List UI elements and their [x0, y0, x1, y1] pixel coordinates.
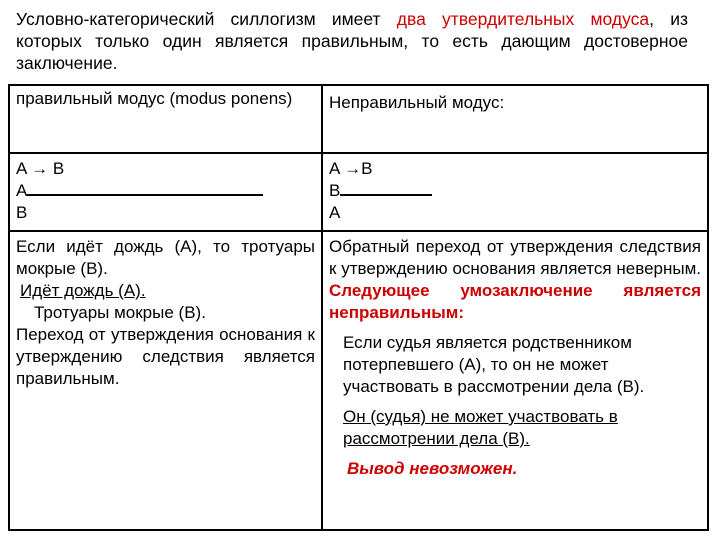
formula-incorrect-line2	[329, 180, 701, 202]
example-incorrect-comment-highlight: Следующее умозаключение является неправильным:	[329, 281, 701, 322]
intro-highlight: два утвердительных модуса	[396, 9, 650, 29]
intro-paragraph	[16, 8, 688, 74]
intro-text-end: , из которых только один является правильным, то есть дающим достоверное заключение.	[16, 9, 688, 73]
example-correct-minor: Идёт дождь (А).	[20, 281, 146, 300]
example-incorrect-minor-line	[329, 406, 701, 450]
table-row-example	[9, 231, 708, 530]
example-correct-minor-line	[16, 280, 315, 302]
formula-incorrect-minor: B	[329, 181, 341, 200]
example-incorrect-comment-text: Обратный переход от утверждения следствия к утверждению основания является неверным.	[329, 237, 701, 278]
syllogism-table	[8, 84, 709, 531]
table-row-header	[9, 85, 708, 153]
formula-correct-line1: A → B	[16, 159, 65, 178]
example-correct	[9, 231, 322, 530]
example-incorrect-conclusion: Вывод невозможен.	[347, 459, 518, 478]
formula-incorrect-line3: A	[329, 203, 341, 222]
header-incorrect-label: Неправильный модус:	[329, 93, 505, 112]
example-incorrect-premise: Если судья является родственником потерпевшего (А), то он не может участвовать в рассмотрении дела (В).	[343, 333, 645, 396]
example-incorrect-comment	[329, 236, 701, 324]
formula-incorrect	[322, 153, 708, 231]
formula-correct-line3: B	[16, 203, 28, 222]
example-correct-premise: Если идёт дождь (А), то тротуары мокрые (В).	[16, 237, 315, 278]
example-incorrect-minor: Он (судья) не может участвовать в рассмотрении дела (В).	[343, 407, 618, 448]
formula-incorrect-rule	[340, 180, 432, 196]
table-row-formula	[9, 153, 708, 231]
example-correct-conclusion: Тротуары мокрые (В).	[34, 303, 206, 322]
formula-correct	[9, 153, 322, 231]
example-correct-comment: Переход от утверждения основания к утверждению следствия является правильным.	[16, 325, 315, 388]
example-incorrect	[322, 231, 708, 530]
header-incorrect-modus	[322, 85, 708, 153]
formula-correct-line2	[16, 180, 315, 202]
intro-text-start: Условно-категорический силлогизм имеет	[16, 9, 397, 29]
formula-incorrect-line1: A →B	[329, 159, 373, 178]
header-correct-modus	[9, 85, 322, 153]
formula-correct-rule	[27, 180, 263, 196]
formula-correct-minor: A	[16, 181, 28, 200]
header-correct-label: правильный модус (modus ponens)	[16, 89, 293, 108]
